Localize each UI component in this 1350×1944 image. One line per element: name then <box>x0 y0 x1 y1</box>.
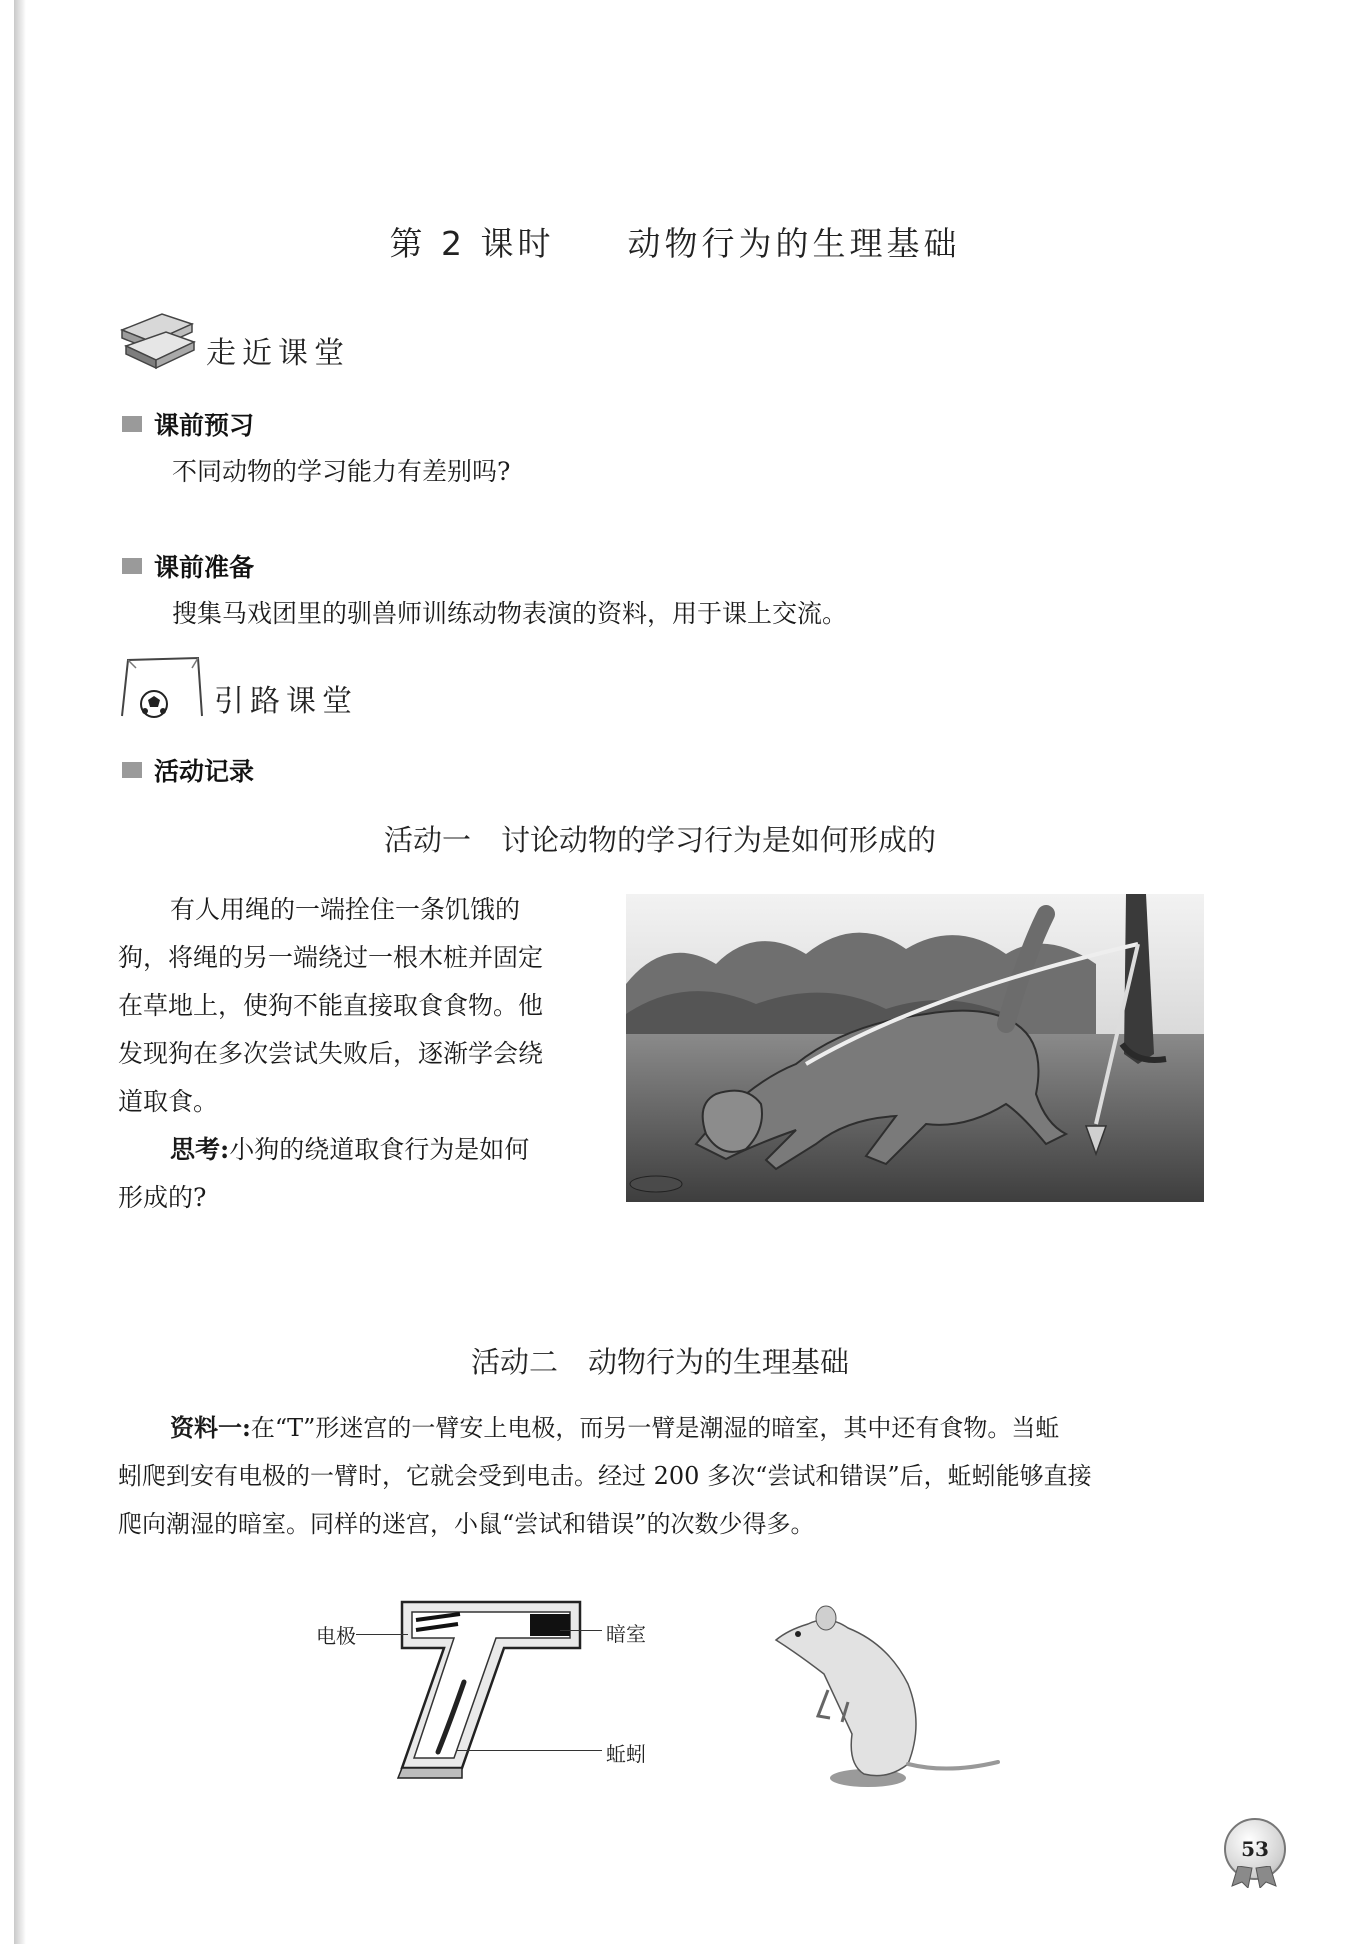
preview-text: 不同动物的学习能力有差别吗? <box>172 457 511 486</box>
activity-2-label: 活动二 <box>470 1345 558 1379</box>
soccer-goal-icon <box>116 654 204 720</box>
activity-1-paragraph <box>118 886 608 1222</box>
books-icon <box>118 308 196 372</box>
lesson-name: 动物行为的生理基础 <box>627 224 961 263</box>
think-line <box>118 1126 608 1174</box>
material-1-text: 在“T”形迷宫的一臂安上电极，而另一臂是潮湿的暗室，其中还有食物。当蚯 <box>250 1414 1060 1442</box>
activity-2-heading: 动物行为的生理基础 <box>588 1345 850 1379</box>
material-1-line <box>118 1404 1210 1452</box>
dog-illustration <box>626 894 1204 1202</box>
page-number: 53 <box>1241 1837 1269 1861</box>
activity-1-line: 在草地上，使狗不能直接取食食物。他 <box>118 991 544 1020</box>
material-1-line: 爬向潮湿的暗室。同样的迷宫，小鼠“尝试和错误”的次数少得多。 <box>118 1510 815 1538</box>
subhead-activity-record <box>122 752 254 788</box>
label-dark-room: 暗室 <box>606 1622 646 1646</box>
leader-earthworm <box>456 1750 602 1751</box>
material-1-line: 蚓爬到安有电极的一臂时，它就会受到电击。经过 200 多次“尝试和错误”后，蚯蚓能够直接 <box>118 1462 1092 1490</box>
t-maze-diagram <box>392 1592 592 1792</box>
leader-electrode <box>356 1634 408 1635</box>
subhead-preview <box>122 406 254 442</box>
leader-dark-room <box>560 1630 602 1631</box>
mouse-illustration <box>768 1594 1008 1794</box>
section-title-guide: 引路课堂 <box>214 684 358 719</box>
section-title-approach: 走近课堂 <box>206 336 350 371</box>
think-text: 小狗的绕道取食行为是如何 <box>229 1135 530 1164</box>
material-1-label: 资料一: <box>170 1413 251 1442</box>
label-earthworm: 蚯蚓 <box>606 1742 646 1766</box>
subhead-preview-label: 课前预习 <box>154 411 255 440</box>
activity-1-label: 活动一 <box>383 823 471 857</box>
material-1-paragraph <box>118 1404 1210 1548</box>
lesson-number: 第 2 课时 <box>389 224 555 263</box>
square-bullet-icon <box>122 558 142 574</box>
activity-2-title <box>0 1340 1320 1381</box>
activity-1-line: 发现狗在多次尝试失败后，逐渐学会绕 <box>118 1039 544 1068</box>
lesson-title <box>0 218 1350 265</box>
square-bullet-icon <box>122 416 142 432</box>
activity-1-line: 狗，将绳的另一端绕过一根木桩并固定 <box>118 943 544 972</box>
section-banner-2 <box>116 654 358 720</box>
badge-ribbon-icon <box>1230 1866 1278 1888</box>
label-electrode: 电极 <box>316 1624 356 1648</box>
activity-1-heading: 讨论动物的学习行为是如何形成的 <box>501 823 937 857</box>
activity-1-title <box>0 818 1320 859</box>
subhead-prep <box>122 548 254 584</box>
book-spine-shadow <box>14 0 26 1944</box>
subhead-activity-record-label: 活动记录 <box>154 757 255 786</box>
square-bullet-icon <box>122 762 142 778</box>
activity-1-line: 道取食。 <box>118 1087 219 1116</box>
prep-text: 搜集马戏团里的驯兽师训练动物表演的资料，用于课上交流。 <box>172 599 848 628</box>
section-banner-1 <box>118 308 350 372</box>
activity-1-line: 有人用绳的一端拴住一条饥饿的 <box>170 895 521 924</box>
think-text-cont: 形成的? <box>118 1183 207 1212</box>
think-label: 思考: <box>170 1135 230 1164</box>
subhead-prep-label: 课前准备 <box>154 553 255 582</box>
